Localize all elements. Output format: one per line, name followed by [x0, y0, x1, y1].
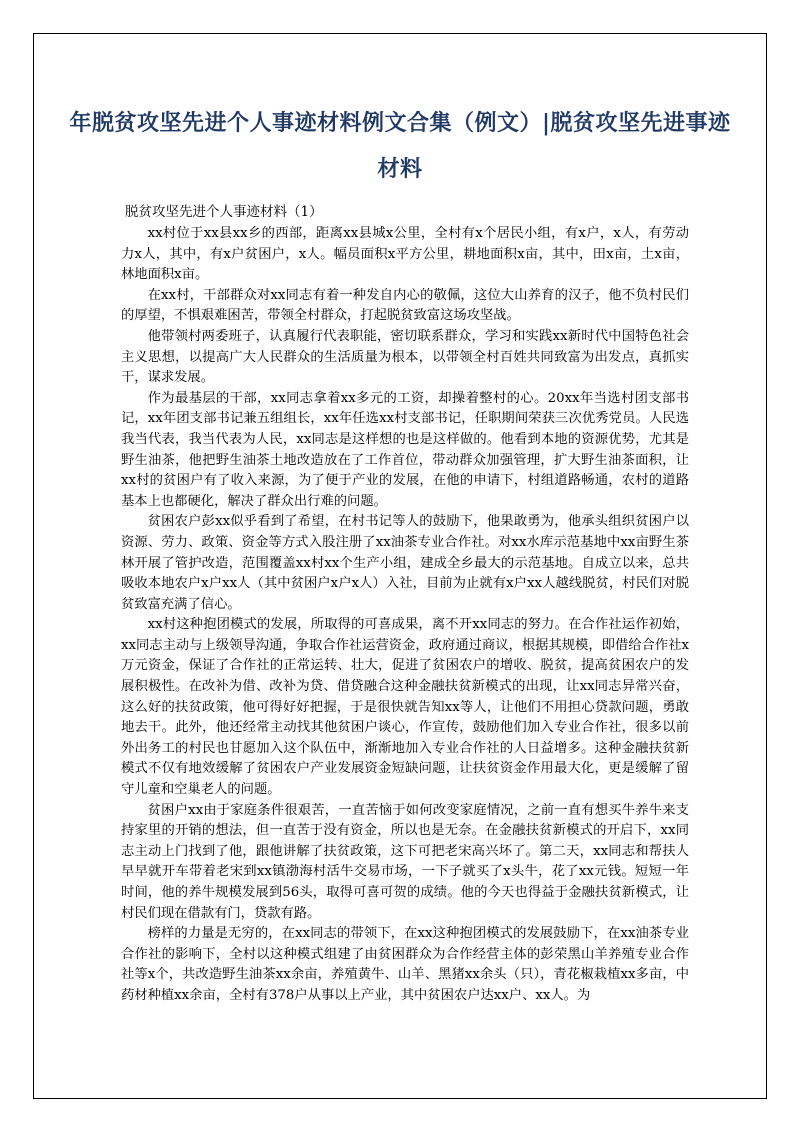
document-title: 年脱贫攻坚先进个人事迹材料例文合集（例文）|脱贫攻坚先进事迹材料 [69, 110, 731, 182]
paragraph: xx村这种抱团模式的发展，所取得的可喜成果，离不开xx同志的努力。在合作社运作初始，xx同志主动与上级领导沟通，争取合作社运营资金，政府通过商议，根据其规模，即借给合作社x万元资金，保证了合作社的正常运转、壮大，促进了贫困农户的增收、脱贫，提高贫困农户的发展积极性。在改补为借、改补为贷、借贷融合这种金融扶贫新模式的出现，让xx同志异常兴奋，这么好的扶贫政策，他可得好好把握，于是很快就告知xx等人，让他们不用担心贷款问题，勇敢地去干。此外，他还经常主动找其他贫困户谈心，作宣传，鼓励他们加入专业合作社，很多以前外出务工的村民也甘愿加入这个队伍中，渐渐地加入专业合作社的人日益增多。这种金融扶贫新模式不仅有地效缓解了贫困农户产业发展资金短缺问题，让扶贫资金作用最大化，更是缓解了留守儿童和空巢老人的问题。 [121, 617, 689, 798]
paragraph: 榜样的力量是无穷的，在xx同志的带领下，在xx这种抱团模式的发展鼓励下，在xx油茶专业合作社的影响下，全村以这种模式组建了由贫困群众为合作经营主体的彭荣黑山羊养殖专业合作社等x个，共改造野生油茶xx余亩，养殖黄牛、山羊、黑猪xx余头（只），青花椒栽植xx多亩，中药材种植xx余亩，全村有378户从事以上产业，其中贫困农户达xx户、xx人。为 [121, 926, 689, 1003]
paragraph: xx村位于xx县xx乡的西部，距离xx县城x公里，全村有x个居民小组，有x户，x人，有劳动力x人，其中，有x户贫困户，x人。幅员面积x平方公里，耕地面积x亩，其中，田x亩，土x亩，林地面积x亩。 [121, 226, 689, 283]
document-body [121, 224, 689, 1007]
paragraph: 他带领村两委班子，认真履行代表职能，密切联系群众，学习和实践xx新时代中国特色社会主义思想，以提高广大人民群众的生活质量为根本，以带领全村百姓共同致富为出发点，真抓实干，谋求发展。 [121, 328, 689, 386]
paragraph: 贫困农户彭xx似乎看到了希望，在村书记等人的鼓励下，他果敢勇为，他承头组织贫困户以资源、劳力、政策、资金等方式入股注册了xx油茶专业合作社。对xx水库示范基地中xx亩野生茶林开展了管护改造，范围覆盖xx村xx个生产小组，建成全乡最大的示范基地。自成立以来，总共吸收本地农户x户xx人（其中贫困户x户x人）入社，目前为止就有x户xx人越线脱贫，村民们对脱贫致富充满了信心。 [121, 514, 689, 612]
paragraph: 作为最基层的干部，xx同志拿着xx多元的工资，却操着整村的心。20xx年当选村团支部书记，xx年团支部书记兼五组组长，xx年任选xx村支部书记，任职期间荣获三次优秀党员。人民选我当代表，我当代表为人民，xx同志是这样想的也是这样做的。他看到本地的资源优势，尤其是野生油茶，他把野生油茶土地改造放在了工作首位，带动群众加强管理，扩大野生油茶面积，让xx村的贫困户有了收入来源，为了便于产业的发展，在他的申请下，村组道路畅通，农村的道路基本上也都硬化，解决了群众出行难的问题。 [121, 390, 689, 509]
paragraph: 贫困户xx由于家庭条件很艰苦，一直苦恼于如何改变家庭情况，之前一直有想买牛养牛来支持家里的开销的想法，但一直苦于没有资金，所以也是无奈。在金融扶贫新模式的开启下，xx同志主动上门找到了他，跟他讲解了扶贫政策，这下可把老宋高兴坏了。第二天，xx同志和帮扶人早早就开车带着老宋到xx镇渤海村活牛交易市场，一下子就买了x头牛，花了xx元钱。短短一年时间，他的养牛规模发展到56头，取得可喜可贺的成绩。他的今天也得益于金融扶贫新模式，让村民们现在借款有门，贷款有路。 [121, 802, 689, 921]
document-subtitle: 脱贫攻坚先进个人事迹材料（1） [125, 204, 323, 220]
paragraph: 在xx村，干部群众对xx同志有着一种发自内心的敬佩，这位大山养育的汉子，他不负村民们的厚望，不惧艰难困苦，带领全村群众，打起脱贫致富这场攻坚战。 [121, 287, 689, 324]
